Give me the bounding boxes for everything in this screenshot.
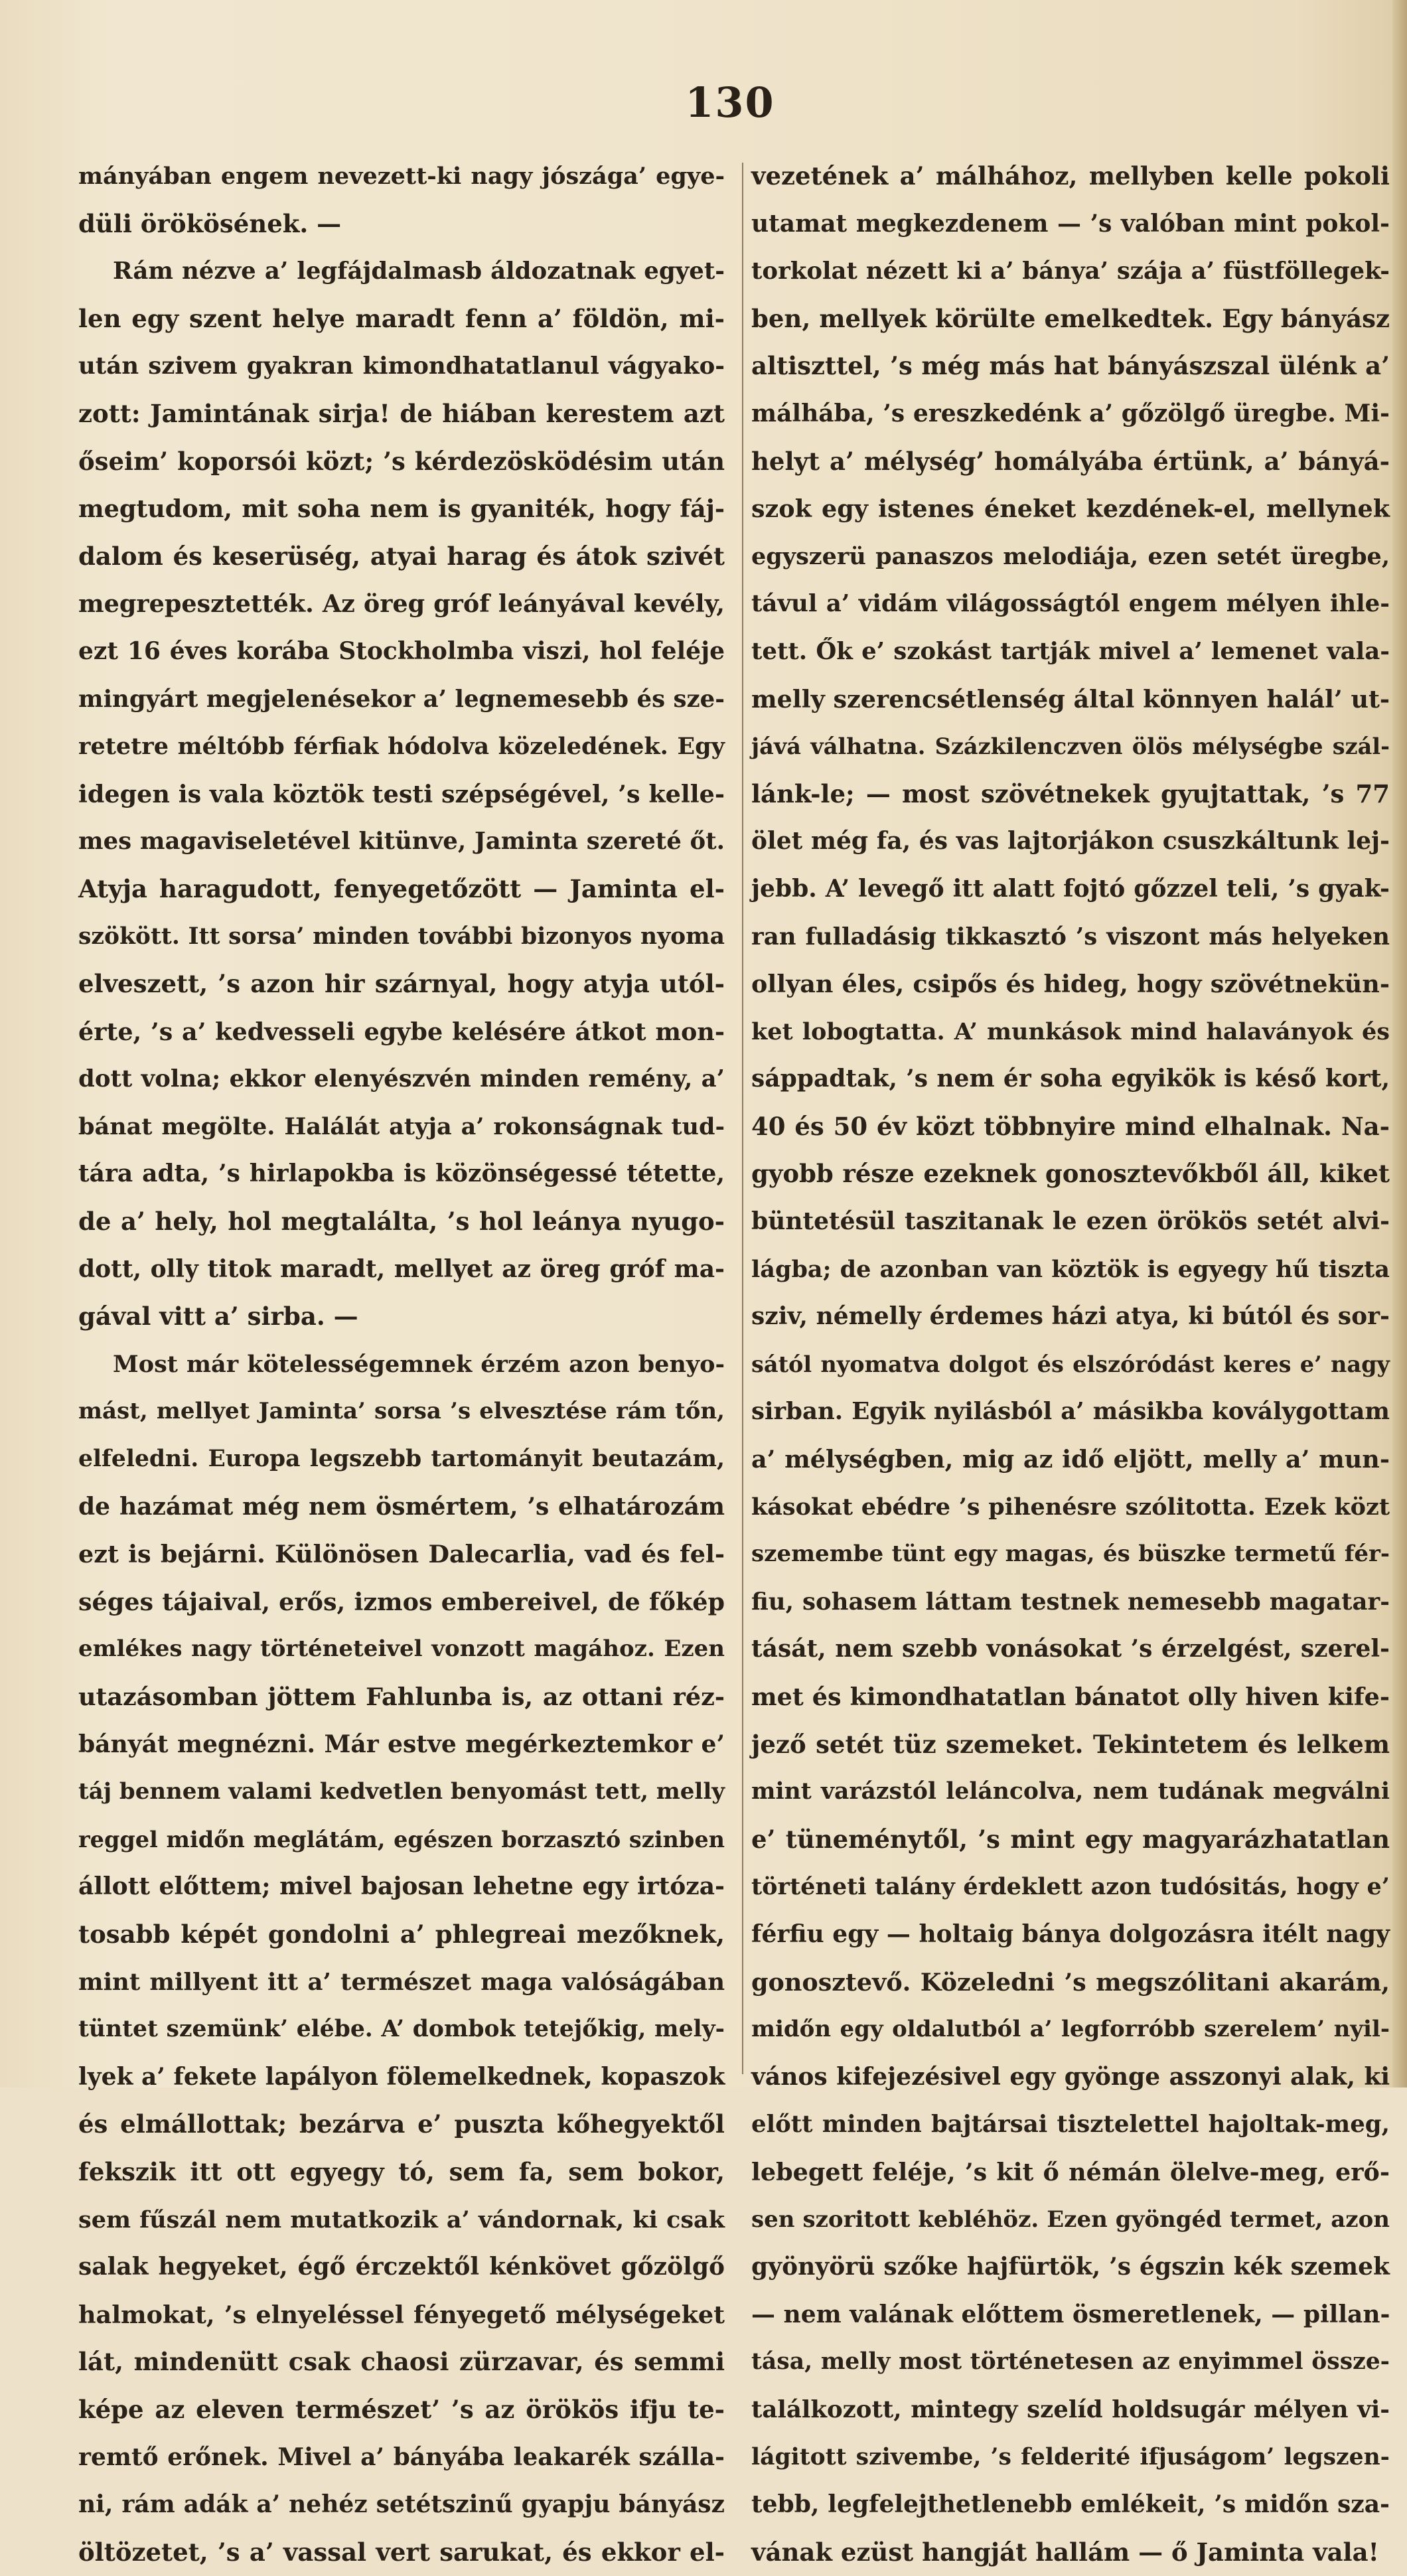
text-line: Rám nézve a’ legfájdalmasb áldozatnak egyet- <box>113 258 725 285</box>
text-line: mingyárt megjelenésekor a’ legnemesebb és sze- <box>78 685 725 713</box>
text-line: fiu, sohasem láttam testnek nemesebb magatar- <box>751 1588 1390 1616</box>
text-line: szökött. Itt sorsa’ minden további bizonyos nyoma <box>78 923 725 950</box>
text-line: salak hegyeket, égő érczektől kénkövet gőzölgő <box>78 2253 725 2281</box>
text-line: ölet még fa, és vas lajtorjákon csuszkáltunk lej- <box>751 827 1390 856</box>
text-line: mást, mellyet Jaminta’ sorsa ’s elvesztése rám tőn, <box>78 1398 725 1425</box>
text-line: séges tájaival, erős, izmos embereivel, de főkép <box>78 1587 725 1616</box>
text-line: idegen is vala köztök testi szépségével, ’s kelle- <box>78 779 725 808</box>
text-line: utamat megkezdenem — ’s valóban mint pokol- <box>751 209 1390 238</box>
text-line: lánk-le; — most szövétnekek gyujtattak, ’s 77 <box>751 779 1390 808</box>
text-line: sától nyomatva dolgot és elszóródást keres e’ nagy <box>751 1351 1390 1377</box>
text-line: sziv, némelly érdemes házi atya, ki bútól és sor- <box>751 1302 1390 1331</box>
text-line: düli örökösének. — <box>78 208 342 238</box>
text-line: érte, ’s a’ kedvesseli egybe kelésére átkot mon- <box>78 1017 725 1046</box>
text-line: vezetének a’ málhához, mellyben kelle pokoli <box>751 161 1390 190</box>
text-line: — nem valának előttem ösmeretlenek, — pillan- <box>751 2300 1390 2328</box>
text-line: de a’ hely, hol megtalálta, ’s hol leánya nyugo- <box>78 1207 725 1237</box>
text-line: ket lobogtatta. A’ munkások mind halaványok és <box>751 1018 1390 1045</box>
text-line: tását, nem szebb vonásokat ’s érzelgést, szerel- <box>751 1635 1390 1663</box>
text-line: vának ezüst hangját hallám — ő Jaminta vala! <box>751 2537 1379 2567</box>
text-line: után szivem gyakran kimondhatatlanul vágyako- <box>78 352 725 380</box>
text-line: állott előttem; mivel bajosan lehetne egy irtóza- <box>78 1872 725 1901</box>
text-line: ezt 16 éves korába Stockholmba viszi, hol feléje <box>78 637 725 665</box>
text-line: lyek a’ fekete lapályon fölemelkednek, kopaszok <box>78 2062 725 2091</box>
text-line: fekszik itt ott egyegy tó, sem fa, sem bokor, <box>78 2157 725 2186</box>
text-line: ollyan éles, csipős és hideg, hogy szövétnekün- <box>751 970 1390 999</box>
text-line: torkolat nézett ki a’ bánya’ szája a’ füstföllegek- <box>751 258 1390 285</box>
text-line: gyobb része ezeknek gonosztevőkből áll, kiket <box>751 1159 1390 1189</box>
text-line: egyszerü panaszos melodiája, ezen setét üregbe, <box>751 542 1390 570</box>
text-line: met és kimondhatatlan bánatot olly hiven kife- <box>751 1683 1390 1711</box>
text-line: mányában engem nevezett-ki nagy jószága’ egye- <box>78 163 725 190</box>
text-line: a’ mélységben, mig az idő eljött, melly a’ mun- <box>751 1445 1390 1474</box>
text-line: dalom és keserüség, atyai harag és átok szivét <box>78 541 725 571</box>
text-line: ezt is bejárni. Különösen Dalecarlia, vad és fel- <box>78 1540 725 1569</box>
text-line: lebegett feléje, ’s kit ő némán ölelve-meg, erő- <box>751 2157 1390 2186</box>
page-edge <box>1392 0 1407 2087</box>
text-line: sem fűszál nem mutatkozik a’ vándornak, ki csak <box>78 2206 725 2234</box>
text-line: történeti talány érdeklett azon tudósitás, hogy e’ <box>751 1873 1390 1901</box>
text-line: málhába, ’s ereszkedénk a’ gőzölgő üregbe. Mi- <box>751 399 1390 427</box>
text-line: de hazámat még nem ösmértem, ’s elhatározám <box>78 1492 725 1521</box>
text-line: képe az eleven természet’ ’s az örökös ifju te- <box>78 2394 725 2424</box>
text-line: ni, rám adák a’ nehéz setétszinű gyapju bányász <box>78 2490 725 2519</box>
text-line: szemembe tünt egy magas, és büszke termetű fér- <box>751 1541 1390 1568</box>
text-line: mes magaviseletével kitünve, Jaminta szereté őt. <box>78 828 725 856</box>
text-line: mint varázstól leláncolva, nem tudának megválni <box>751 1778 1390 1805</box>
text-line: bánat megölte. Halálát atyja a’ rokonságnak tud- <box>78 1112 725 1140</box>
text-line: tebb, legfelejthetlenebb emlékeit, ’s midőn sza- <box>751 2490 1390 2519</box>
text-line: táj bennem valami kedvetlen benyomást tett, melly <box>78 1778 725 1805</box>
text-line: jebb. A’ levegő itt alatt fojtó gőzzel teli, ’s gyak- <box>751 874 1390 903</box>
column-divider <box>742 163 743 2074</box>
text-line: Atyja haragudott, fenyegetőzött — Jaminta el- <box>78 873 725 903</box>
text-line: len egy szent helye maradt fenn a’ földön, mi- <box>78 303 725 333</box>
page-number: 130 <box>685 78 775 127</box>
text-line: remtő erőnek. Mivel a’ bányába leakarék szálla- <box>78 2443 725 2471</box>
text-line: előtt minden bajtársai tisztelettel hajoltak-meg, <box>751 2111 1390 2139</box>
text-line: jező setét tüz szemeket. Tekintetem és lelkem <box>751 1729 1390 1759</box>
text-line: elveszett, ’s azon hir szárnyal, hogy atyja utól- <box>78 969 725 999</box>
text-line: gonosztevő. Közeledni ’s megszólitani akarám, <box>751 1967 1390 1997</box>
text-line: lágitott szivembe, ’s felderité ifjuságom’ legszen- <box>751 2443 1390 2470</box>
text-line: vános kifejezésivel egy gyönge asszonyi alak, ki <box>751 2062 1390 2091</box>
text-line: tett. Ők e’ szokást tartják mivel a’ lemenet vala- <box>751 637 1390 665</box>
text-line: távul a’ vidám világosságtól engem mélyen ihle- <box>751 590 1390 618</box>
text-line: altiszttel, ’s még más hat bányászszal ülénk a’ <box>751 351 1390 381</box>
text-line: sirban. Egyik nyilásból a’ másikba koválygottam <box>751 1398 1390 1426</box>
text-line: mint millyent itt a’ természet maga valóságában <box>78 1968 725 1996</box>
text-line: tára adta, ’s hirlapokba is közönségessé tétette, <box>78 1160 725 1188</box>
text-line: őseim’ koporsói közt; ’s kérdezösködésim után <box>78 446 725 476</box>
text-line: bányát megnézni. Már estve megérkeztemkor e’ <box>78 1730 725 1758</box>
text-line: utazásomban jöttem Fahlunba is, az ottani réz- <box>78 1683 725 1711</box>
text-line: tüntet szemünk’ elébe. A’ dombok tetejőkig, mely- <box>78 2016 725 2043</box>
text-line: sen szoritott kebléhöz. Ezen gyöngéd termet, azon <box>751 2206 1390 2233</box>
text-line: szok egy istenes éneket kezdének-el, mellynek <box>751 494 1390 524</box>
text-line: halmokat, ’s elnyeléssel fényegető mélységeket <box>78 2300 725 2329</box>
text-line: tása, melly most történetesen az enyimmel össze- <box>751 2348 1390 2376</box>
text-line: dott, olly titok maradt, mellyet az öreg gróf ma- <box>78 1254 725 1283</box>
text-line: férfiu egy — holtaig bánya dolgozásra itélt nagy <box>751 1920 1390 1948</box>
text-line: gyönyörü szőke hajfürtök, ’s égszin kék szemek <box>751 2253 1390 2281</box>
text-line: tosabb képét gondolni a’ phlegreai mezőknek, <box>78 1919 725 1949</box>
text-line: lát, mindenütt csak chaosi zürzavar, és semmi <box>78 2347 725 2377</box>
text-line: zott: Jamintának sirja! de hiában kerestem azt <box>78 398 725 428</box>
text-line: ben, mellyek körülte emelkedtek. Egy bányász <box>751 303 1390 333</box>
text-line: helyt a’ mélység’ homályába értünk, a’ bányá- <box>751 446 1390 476</box>
text-line: jává válhatna. Százkilenczven ölös mélységbe szál- <box>751 733 1390 760</box>
text-line: büntetésül taszitanak le ezen örökös setét alvi- <box>751 1207 1390 1236</box>
text-line: elfeledni. Europa legszebb tartományit beutazám, <box>78 1446 725 1473</box>
text-line: melly szerencsétlenség által könnyen halál’ ut- <box>751 684 1390 714</box>
text-line: kásokat ebédre ’s pihenésre szólitotta. Ezek közt <box>751 1493 1390 1521</box>
text-line: gával vitt a’ sirba. — <box>78 1302 358 1331</box>
text-line: reggel midőn meglátám, egészen borzasztó szinben <box>78 1826 725 1853</box>
text-line: dott volna; ekkor elenyészvén minden remény, a’ <box>78 1065 725 1093</box>
text-line: e’ tüneménytől, ’s mint egy magyarázhatatlan <box>751 1824 1390 1854</box>
text-line: találkozott, mintegy szelíd holdsugár mélyen vi- <box>751 2395 1390 2423</box>
text-line: sáppadtak, ’s nem ér soha egyikök is késő kort, <box>751 1065 1390 1093</box>
right-text-column <box>751 153 1390 2567</box>
text-line: és elmállottak; bezárva e’ puszta kőhegyektől <box>78 2109 725 2139</box>
text-line: lágba; de azonban van köztök is egyegy hű tiszta <box>751 1255 1390 1283</box>
left-text-column <box>78 153 725 2567</box>
text-line: midőn egy oldalutból a’ legforróbb szerelem’ nyil- <box>751 2016 1390 2043</box>
text-line: 40 és 50 év közt többnyire mind elhalnak. Na- <box>751 1111 1390 1141</box>
text-line: ran fulladásig tikkasztó ’s viszont más helyeken <box>751 923 1390 950</box>
text-line: Most már kötelességemnek érzém azon benyo- <box>113 1350 725 1378</box>
text-line: öltözetet, ’s a’ vassal vert sarukat, és ekkor el- <box>78 2537 725 2567</box>
text-line: retetre méltóbb férfiak hódolva közeledének. Egy <box>78 733 725 761</box>
text-line: emlékes nagy történeteivel vonzott magához. Ezen <box>78 1635 725 1663</box>
text-line: megtudom, mit soha nem is gyaniték, hogy fáj- <box>78 494 725 524</box>
text-line: megrepesztették. Az öreg gróf leányával kevély, <box>78 589 725 619</box>
